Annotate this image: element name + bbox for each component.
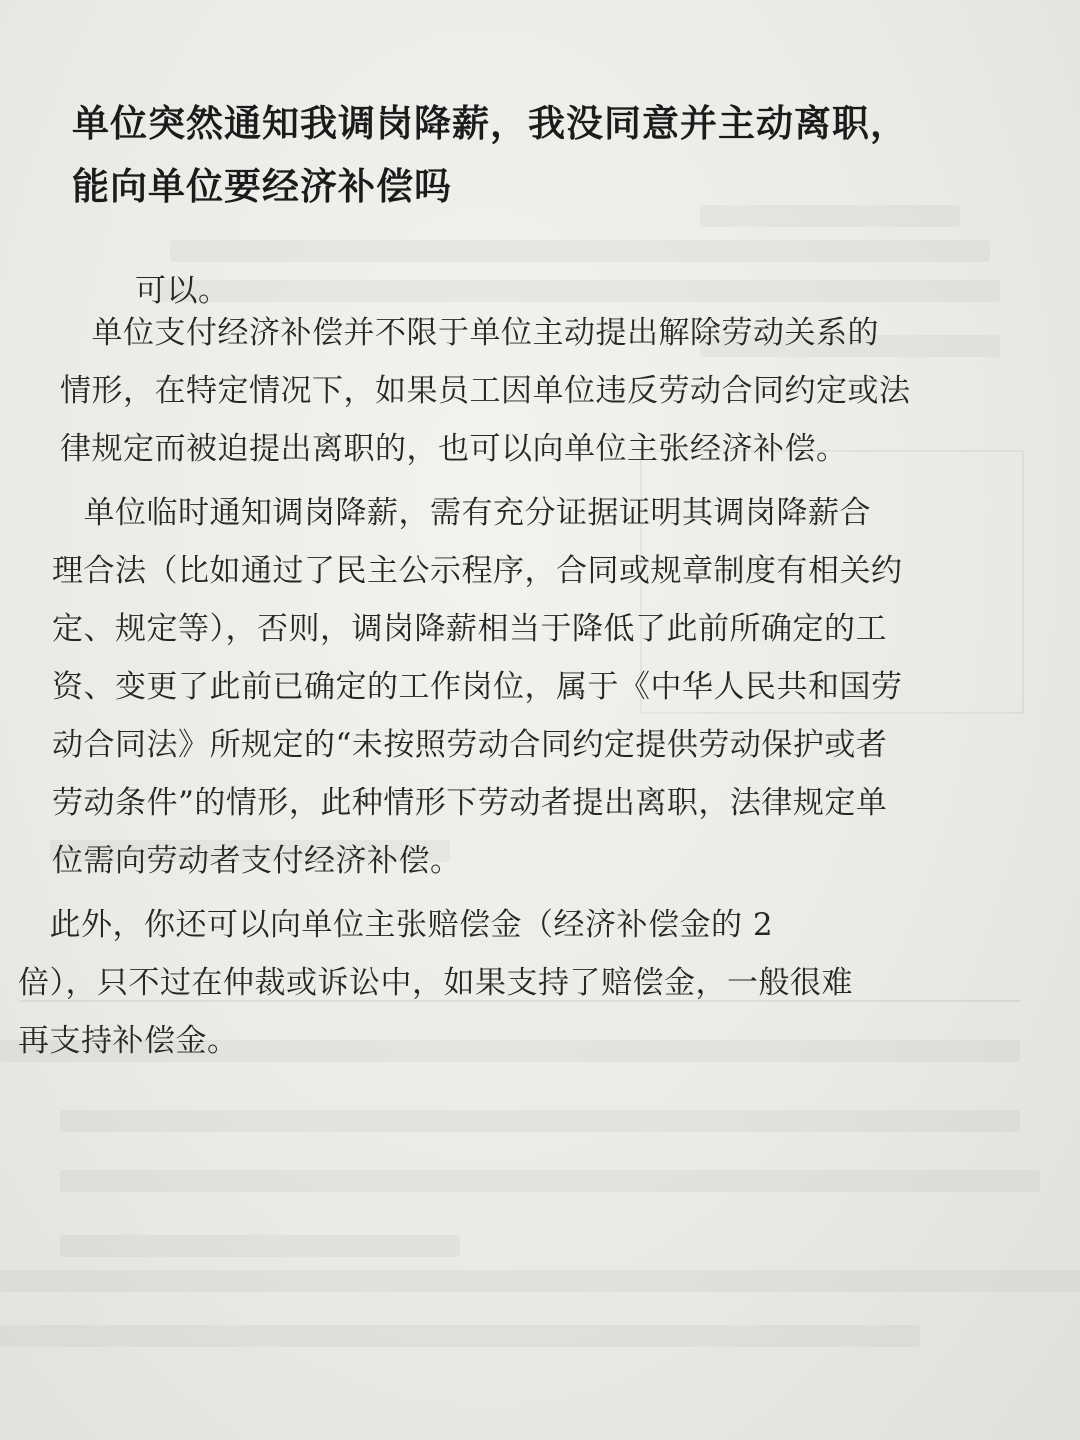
text-line: 动合同法》所规定的“未按照劳动合同约定提供劳动保护或者: [52, 727, 888, 763]
text-line: 单位临时通知调岗降薪，需有充分证据证明其调岗降薪合: [52, 495, 871, 531]
text-line: 位需向劳动者支付经济补偿。: [52, 843, 462, 879]
answer-paragraph-job-transfer: [52, 484, 1062, 890]
answer-paragraph-damages: [18, 896, 1028, 1070]
text-line: 定、规定等），否则，调岗降薪相当于降低了此前所确定的工: [52, 611, 887, 647]
text-line: 理合法（比如通过了民主公示程序，合同或规章制度有相关约: [52, 553, 903, 589]
heading-line: 单位突然通知我调岗降薪，我没同意并主动离职，: [72, 102, 908, 145]
text-line: 情形，在特定情况下，如果员工因单位违反劳动合同约定或法: [60, 373, 911, 409]
text-line: 单位支付经济补偿并不限于单位主动提出解除劳动关系的: [60, 315, 879, 351]
text-line: 劳动条件”的情形，此种情形下劳动者提出离职，法律规定单: [52, 785, 888, 821]
heading-line: 能向单位要经济补偿吗: [72, 165, 452, 208]
text-line: 资、变更了此前已确定的工作岗位，属于《中华人民共和国劳: [52, 669, 903, 705]
text-line: 此外，你还可以向单位主张赔偿金（经济补偿金的 2: [18, 907, 774, 943]
text-line: 可以。: [135, 273, 230, 309]
answer-paragraph-compensation-scope: [60, 304, 1070, 478]
text-line: 倍），只不过在仲裁或诉讼中，如果支持了赔偿金，一般很难: [18, 965, 853, 1001]
question-heading: [72, 92, 1032, 218]
text-line: 律规定而被迫提出离职的，也可以向单位主张经济补偿。: [60, 431, 848, 467]
text-line: 再支持补偿金。: [18, 1023, 239, 1059]
